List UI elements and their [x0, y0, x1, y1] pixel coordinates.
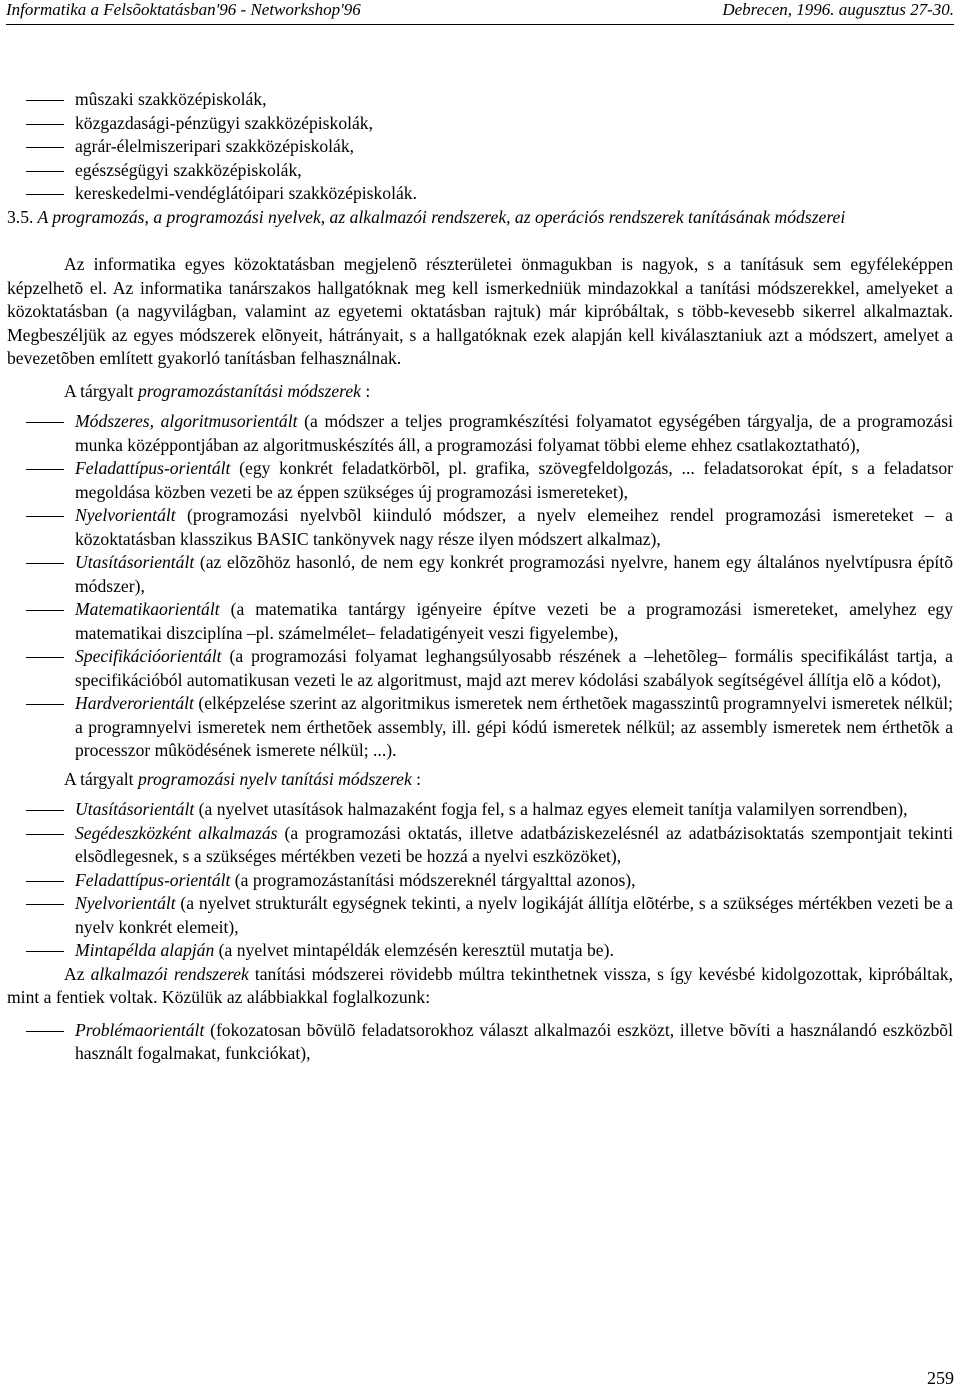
header-right: Debrecen, 1996. augusztus 27-30.	[722, 0, 954, 19]
method-term: Mintapélda alapján	[75, 940, 215, 960]
app-systems-paragraph	[7, 963, 953, 1010]
section-heading	[7, 206, 953, 230]
intro-paragraph: Az informatika egyes közoktatásban megjelenõ részterületei önmagukban is nagyok, s a tanításuk sem egyféleképpen képzelhetõ el. Az informatika tanárszakos hallgatóknak meg kell ismerkedniük mindazokkal a tanítási módszerekkel, amelyeket a közoktatásban (a nagyvilágban, valamint az egyetemi oktatásban rajtuk) már kipróbáltak, s több-kevesebb sikerrel alkalmaztak. Megbeszéljük az egyes módszerek elõnyeit, hátrányait, s a hallgatóknak ezek alapján kell kiválasztaniuk azt a módszert, amelyet a bevezetõben említett gyakorló tanításban felhasználnak.	[7, 254, 953, 368]
method-term: Utasításorientált	[75, 799, 195, 819]
method-text: (a módszer a teljes programkészítési folyamatot egységében tárgyalja, de a programozási munka középpontjában az algoritmuskészítés áll, a programozási folyamat többi eleme ehhez csatlakoztatható),	[75, 411, 953, 455]
method-term: Hardverorientált	[75, 693, 194, 713]
lead-term: programozástanítási módszerek	[137, 380, 361, 401]
method-text: (a matematika tantárgy igényeire építve vezeti be a programozási ismereteket, amelyhez egy matematikai diszciplína –pl. számelmélet– feladatigényeit veszi figyelembe),	[75, 599, 953, 643]
list-item	[7, 892, 953, 939]
lead-term: programozási nyelv tanítási módszerek	[137, 768, 412, 789]
method-term: Feladattípus-orientált	[75, 869, 231, 890]
lang-methods-list	[7, 798, 953, 963]
lead-suffix: :	[411, 768, 422, 789]
method-term: Utasításorientált	[75, 552, 195, 572]
para-term: alkalmazói rendszerek	[90, 963, 249, 984]
method-text: (elképzelése szerint az algoritmikus ismeretek nem érthetõek magasszintû programnyelvi ismeretek nélkül; a programnyelvi ismeretek nem érthetõek assembly, ill. gépi kódú ismeretek nélkül; az assembly ismeretek nem érthetõk a processzor mûködésének ismerete nélkül; ...).	[75, 693, 953, 760]
prog-methods-lead	[7, 380, 953, 404]
list-item	[7, 598, 953, 645]
method-text: (egy konkrét feladatkörbõl, pl. grafika, szövegfeldolgozás, ... feladatsorokat épít, s a feladatsor megoldása közben vezeti be az éppen szükséges új programozási ismereteket),	[75, 458, 953, 502]
method-text: (a nyelvet strukturált egységnek tekinti, a nyelv logikáját állítja elõtérbe, s a szükséges mértékben vezeti be a nyelv konkrét elemeit),	[75, 893, 953, 937]
method-term: Problémaorientált	[75, 1019, 205, 1040]
lead-suffix: :	[360, 380, 371, 401]
page-content	[7, 88, 953, 1066]
section-title: A programozás, a programozási nyelvek, az alkalmazói rendszerek, az operációs rendszerek tanításának módszerei	[37, 206, 846, 227]
list-item	[7, 645, 953, 692]
method-text: (a programozási folyamat leghangsúlyosabb részének a –lehetõleg– formális specifikálást tartja, a specifikációból automatikusan vezeti le az algoritmust, majd azt merev kódolási szabályok segítségével állítja elõ a kódot),	[75, 646, 953, 690]
method-term: Specifikációorientált	[75, 646, 222, 666]
list-item	[7, 869, 953, 893]
list-item	[7, 798, 953, 822]
list-item	[7, 692, 953, 763]
list-item	[7, 822, 953, 869]
list-item: közgazdasági-pénzügyi szakközépiskolák,	[7, 112, 953, 136]
lead-prefix: A tárgyalt	[64, 380, 138, 401]
method-text: (a nyelvet utasítások halmazaként fogja fel, s a halmaz egyes elemeit tanítja valamilyen sorrendben),	[194, 799, 908, 819]
school-type-list	[7, 88, 953, 206]
method-term: Segédeszközként alkalmazás	[75, 822, 278, 843]
method-text: (az elõzõhöz hasonló, de nem egy konkrét programozási nyelvre, hanem egy általános nyelvtípusra építõ módszer),	[75, 552, 953, 596]
list-item: mûszaki szakközépiskolák,	[7, 88, 953, 112]
method-text: (fokozatosan bõvülõ feladatsorokhoz választ alkalmazói eszközt, illetve bõvíti a használandó eszközbõl használt fogalmakat, funkciókat),	[75, 1019, 953, 1063]
list-item: agrár-élelmiszeripari szakközépiskolák,	[7, 135, 953, 159]
method-text: (programozási nyelvbõl kiinduló módszer, a nyelv elemeihez rendel programozási ismereteket – a közoktatásban klasszikus BASIC tankönyvek nagy része ilyen módszert alkalmaz),	[75, 505, 953, 549]
para-prefix: Az	[64, 963, 91, 984]
lang-methods-lead	[7, 768, 953, 792]
prog-methods-list	[7, 410, 953, 763]
section-number: 3.5.	[7, 206, 34, 227]
list-item	[7, 457, 953, 504]
list-item: kereskedelmi-vendéglátóipari szakközépiskolák.	[7, 182, 953, 206]
method-text: (a programozási oktatás, illetve adatbáziskezelésnél az adatbázisoktatás szempontjait tekinti elsõdlegesnek, s a szükséges mértékben vezeti be hozzá a nyelvi eszközöket),	[75, 822, 953, 866]
list-item: egészségügyi szakközépiskolák,	[7, 159, 953, 183]
running-header	[6, 0, 954, 25]
para-suffix: tanítási módszerei rövidebb múltra tekinthetnek vissza, s így kevésbé kidolgozottak, kipróbáltak, mint a fentiek voltak. Közülük az alábbiakkal foglalkozunk:	[7, 963, 953, 1007]
method-term: Nyelvorientált	[75, 505, 176, 525]
method-term: Módszeres, algoritmusorientált	[75, 411, 298, 431]
list-item	[7, 939, 953, 963]
header-left: Informatika a Felsõoktatásban'96 - Networkshop'96	[6, 0, 361, 19]
lead-prefix: A tárgyalt	[64, 768, 138, 789]
list-item	[7, 1019, 953, 1066]
list-item	[7, 551, 953, 598]
page-number: 259	[927, 1368, 954, 1388]
list-item	[7, 410, 953, 457]
method-text: (a programozástanítási módszereknél tárgyalttal azonos),	[230, 869, 636, 890]
method-term: Matematikaorientált	[75, 599, 220, 619]
method-term: Nyelvorientált	[75, 893, 176, 913]
method-text: (a nyelvet mintapéldák elemzésén keresztül mutatja be).	[214, 940, 614, 960]
method-term: Feladattípus-orientált	[75, 458, 231, 478]
list-item	[7, 504, 953, 551]
app-methods-list	[7, 1019, 953, 1066]
